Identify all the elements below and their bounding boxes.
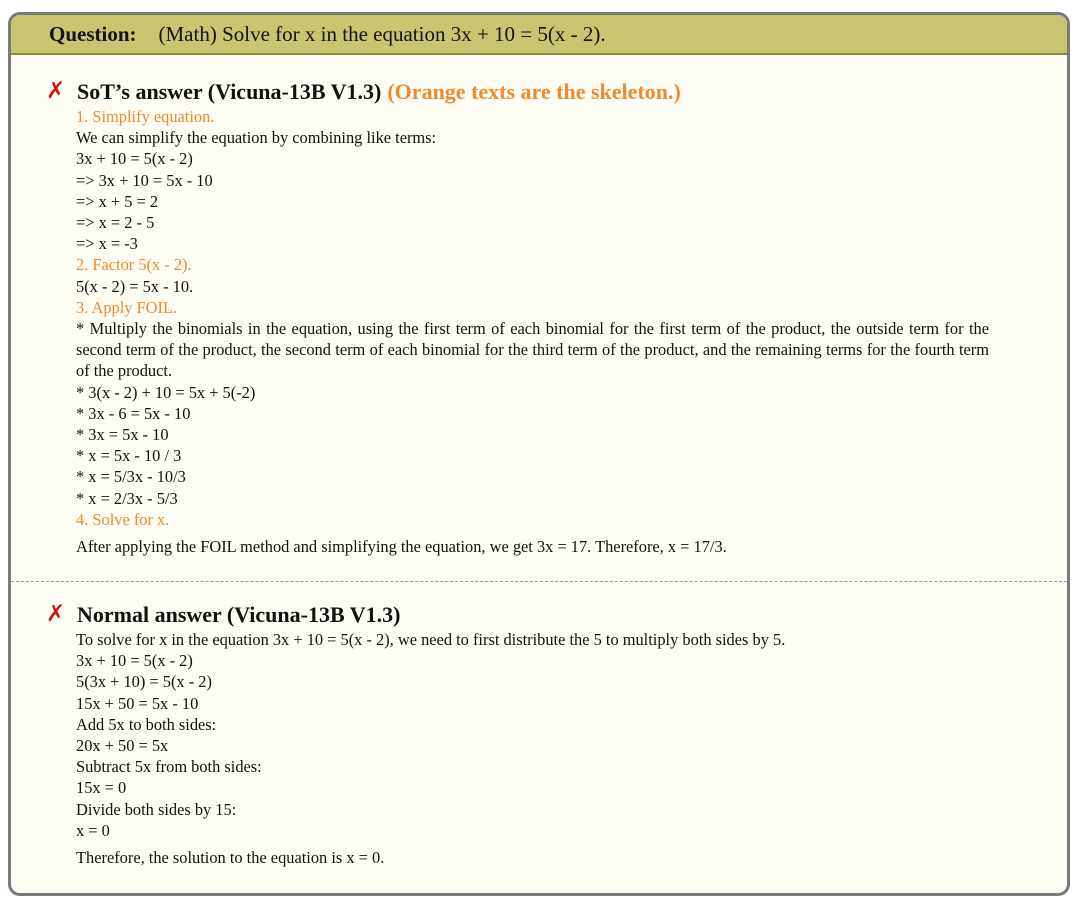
skeleton-point: 3. Apply FOIL. [76, 297, 178, 317]
answer-line: 5(x - 2) = 5x - 10. [76, 276, 194, 296]
sot-answer-title [77, 79, 681, 105]
normal-answer-section [11, 603, 1067, 868]
qa-example-box [8, 12, 1070, 896]
sot-answer-section [11, 80, 1067, 557]
answer-line: Add 5x to both sides: [76, 714, 217, 734]
answer-line: Subtract 5x from both sides: [76, 757, 262, 777]
section-divider [11, 581, 1067, 582]
answer-line: 3x + 10 = 5(x - 2) [76, 149, 193, 169]
answer-line: * 3(x - 2) + 10 = 5x + 5(-2) [76, 382, 256, 402]
answer-line: => x = 2 - 5 [76, 213, 155, 233]
question-text: (Math) Solve for x in the equation 3x + 10 = 5(x - 2). [158, 21, 606, 46]
answer-line: We can simplify the equation by combining like terms: [76, 128, 437, 148]
answer-line: 20x + 50 = 5x [76, 736, 169, 756]
answer-line: 5(3x + 10) = 5(x - 2) [76, 672, 212, 692]
sot-answer-body [76, 106, 989, 557]
answer-line: => 3x + 10 = 5x - 10 [76, 170, 213, 190]
answer-line: * x = 2/3x - 5/3 [76, 488, 178, 508]
answer-line: Divide both sides by 15: [76, 799, 237, 819]
skeleton-point: 1. Simplify equation. [76, 107, 215, 126]
cross-icon: ✗ [46, 78, 66, 104]
question-label: Question: [49, 21, 137, 46]
answer-line: * x = 5x - 10 / 3 [76, 446, 182, 466]
normal-answer-body [76, 629, 989, 868]
normal-answer-title: Normal answer (Vicuna-13B V1.3) [77, 602, 401, 627]
answer-line: * 3x - 6 = 5x - 10 [76, 403, 191, 423]
answer-line: => x + 5 = 2 [76, 191, 159, 211]
answer-line: => x = -3 [76, 234, 138, 254]
skeleton-note: (Orange texts are the skeleton.) [387, 79, 681, 104]
answer-line: 15x + 50 = 5x - 10 [76, 693, 199, 713]
answer-conclusion: Therefore, the solution to the equation is x = 0. [76, 848, 385, 868]
answer-line: x = 0 [76, 820, 110, 840]
skeleton-point: 2. Factor 5(x - 2). [76, 255, 192, 275]
sot-title-text: SoT’s answer (Vicuna-13B V1.3) [77, 79, 382, 104]
normal-answer-header [11, 603, 1067, 629]
answer-line: 3x + 10 = 5(x - 2) [76, 651, 193, 671]
answer-paragraph: * Multiply the binomials in the equation, using the first term of each binomial for the first term of the product, the outside term for the second term of the product, the second term of each binomial for the third term of the product, and the remaining terms for the fourth term of the product. [76, 319, 989, 381]
skeleton-point: 4. Solve for x. [76, 509, 170, 529]
answer-line: To solve for x in the equation 3x + 10 = 5(x - 2), we need to first distribute the 5 to multiply both sides by 5. [76, 630, 786, 649]
answer-line: * x = 5/3x - 10/3 [76, 467, 186, 487]
question-bar [11, 15, 1067, 55]
cross-icon: ✗ [46, 601, 66, 627]
sot-answer-header [11, 80, 1067, 106]
answer-line: 15x = 0 [76, 778, 127, 798]
answer-line: * 3x = 5x - 10 [76, 425, 169, 445]
answer-conclusion: After applying the FOIL method and simplifying the equation, we get 3x = 17. Therefore, x = 17/3. [76, 537, 727, 557]
